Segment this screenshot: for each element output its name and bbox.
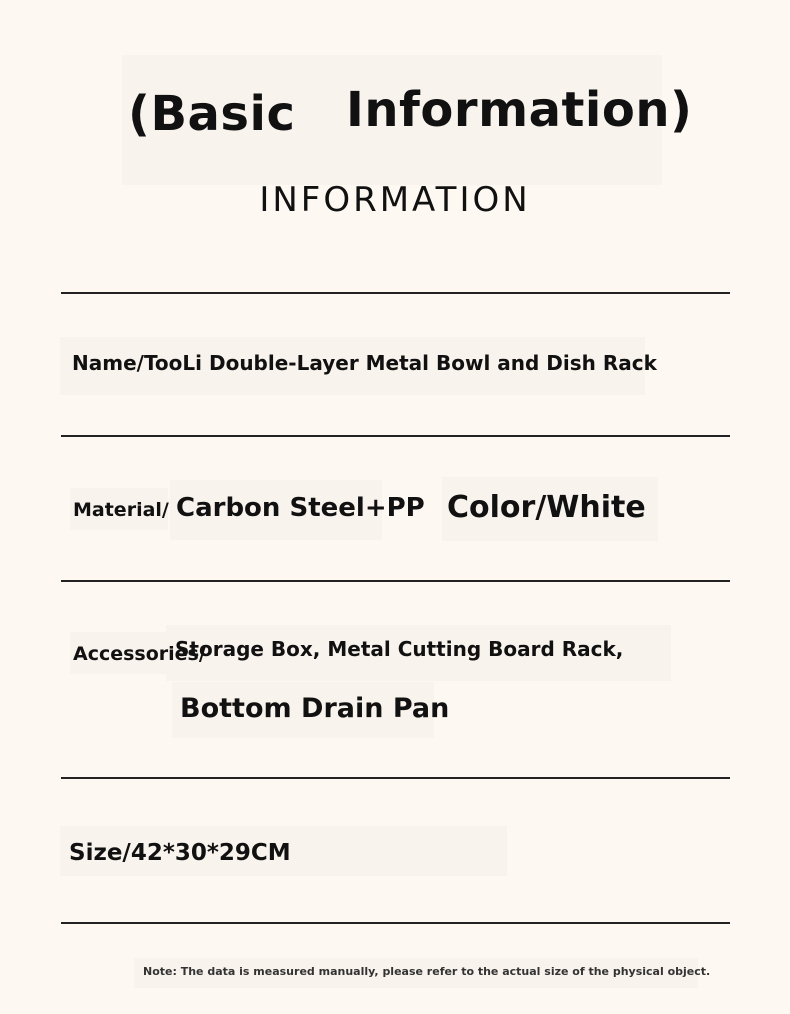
product-name: Name/TooLi Double-Layer Metal Bowl and Dish Rack <box>72 351 657 375</box>
divider <box>61 580 730 582</box>
title-information: Information) <box>346 82 693 138</box>
divider <box>61 435 730 437</box>
size-value: Size/42*30*29CM <box>69 840 291 866</box>
subtitle: INFORMATION <box>259 180 531 220</box>
color-value: Color/White <box>447 490 646 525</box>
divider <box>61 292 730 294</box>
accessories-label: Accessories/ <box>73 643 206 665</box>
material-label: Material/ <box>73 499 169 521</box>
divider <box>61 777 730 779</box>
footnote: Note: The data is measured manually, please refer to the actual size of the physical object. <box>143 965 711 978</box>
accessories-line-2: Bottom Drain Pan <box>180 693 450 724</box>
title-basic: (Basic <box>128 86 296 142</box>
material-value: Carbon Steel+PP <box>176 493 425 523</box>
accessories-line-1: Storage Box, Metal Cutting Board Rack, <box>175 637 624 661</box>
divider <box>61 922 730 924</box>
